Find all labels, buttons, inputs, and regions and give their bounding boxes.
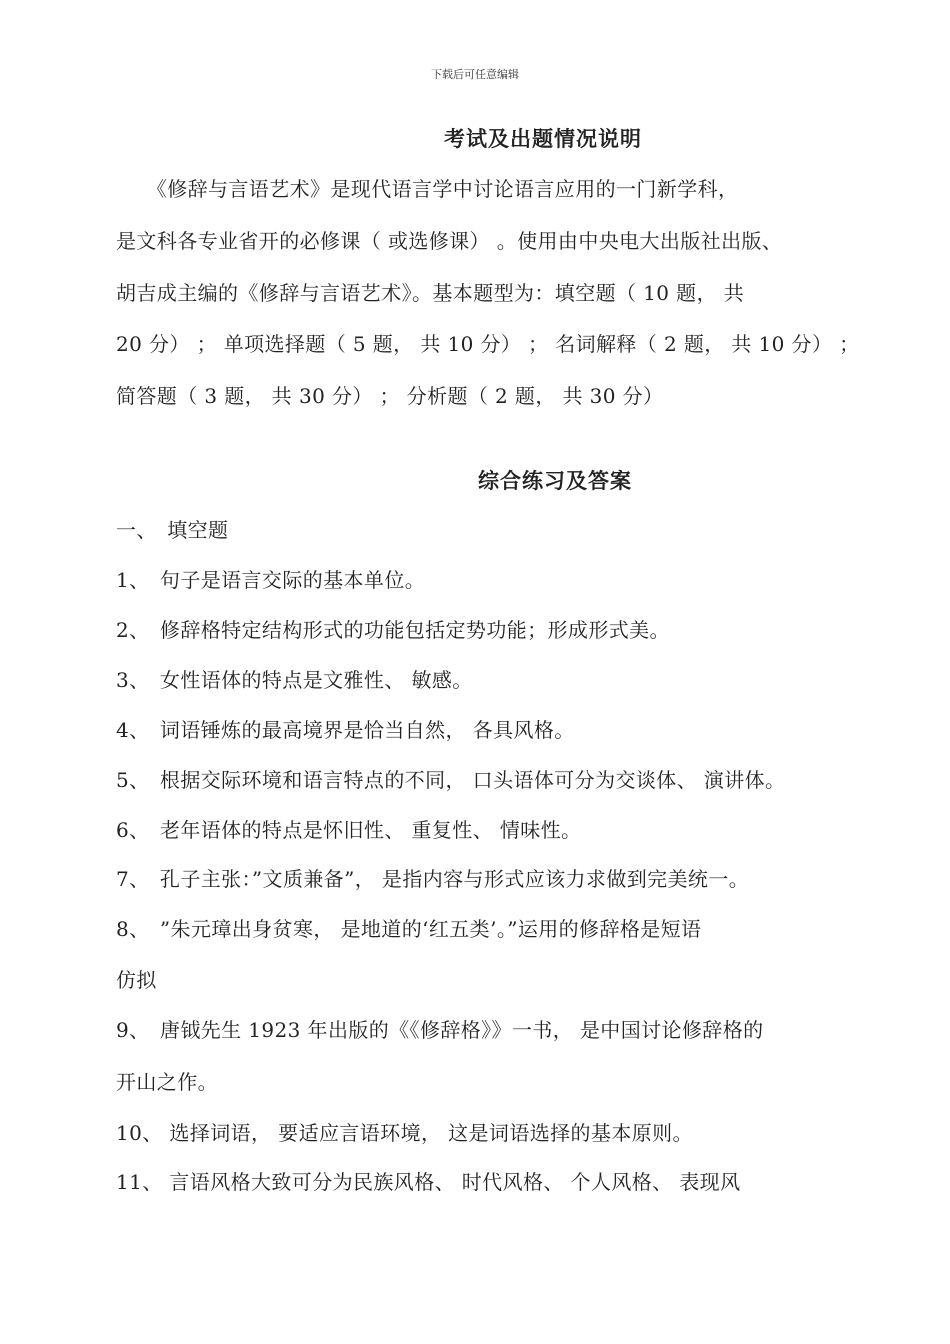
header-note: 下载后可任意编辑: [431, 68, 519, 81]
exam-info-line: 《修辞与言语艺术》是现代语言学中讨论语言应用的一门新学科，: [116, 177, 739, 201]
exam-info-title: 考试及出题情况说明: [444, 127, 642, 151]
exam-info-line: 20 分） ； 单项选择题（ 5 题， 共 10 分） ； 名词解释（ 2 题， 共 10 分） ；: [116, 332, 860, 356]
question-line: 1、 句子是语言交际的基本单位。: [116, 568, 426, 592]
question-line: 6、 老年语体的特点是怀旧性、 重复性、 情味性。: [116, 818, 582, 842]
question-line: 5、 根据交际环境和语言特点的不同， 口头语体可分为交谈体、 演讲体。: [116, 768, 786, 792]
question-line: 开山之作。: [116, 1070, 218, 1094]
question-line: 10、 选择词语， 要适应言语环境， 这是词语选择的基本原则。: [116, 1121, 693, 1145]
question-line: 8、 ”朱元璋出身贫寒， 是地道的‘红五类’。”运用的修辞格是短语: [116, 917, 702, 941]
question-line: 2、 修辞格特定结构形式的功能包括定势功能；形成形式美。: [116, 618, 670, 642]
exercise-title: 综合练习及答案: [478, 469, 632, 493]
exam-info-line: 是文科各专业省开的必修课（ 或选修课） 。使用由中央电大出版社出版、: [116, 229, 783, 253]
section-heading: 一、 填空题: [116, 518, 229, 542]
question-line: 仿拟: [116, 968, 157, 992]
question-line: 3、 女性语体的特点是文雅性、 敏感。: [116, 668, 473, 692]
exam-info-line: 简答题（ 3 题， 共 30 分） ； 分析题（ 2 题， 共 30 分）: [116, 384, 664, 408]
exam-info-line: 胡吉成主编的《修辞与言语艺术》。基本题型为：填空题（ 10 题， 共: [116, 281, 745, 305]
question-line: 11、 言语风格大致可分为民族风格、 时代风格、 个人风格、 表现风: [116, 1170, 741, 1194]
question-line: 4、 词语锤炼的最高境界是恰当自然， 各具风格。: [116, 718, 575, 742]
question-line: 7、 孔子主张：”文质兼备”， 是指内容与形式应该力求做到完美统一。: [116, 867, 750, 891]
question-line: 9、 唐钺先生 1923 年出版的《《修辞格》》一书， 是中国讨论修辞格的: [116, 1018, 764, 1042]
